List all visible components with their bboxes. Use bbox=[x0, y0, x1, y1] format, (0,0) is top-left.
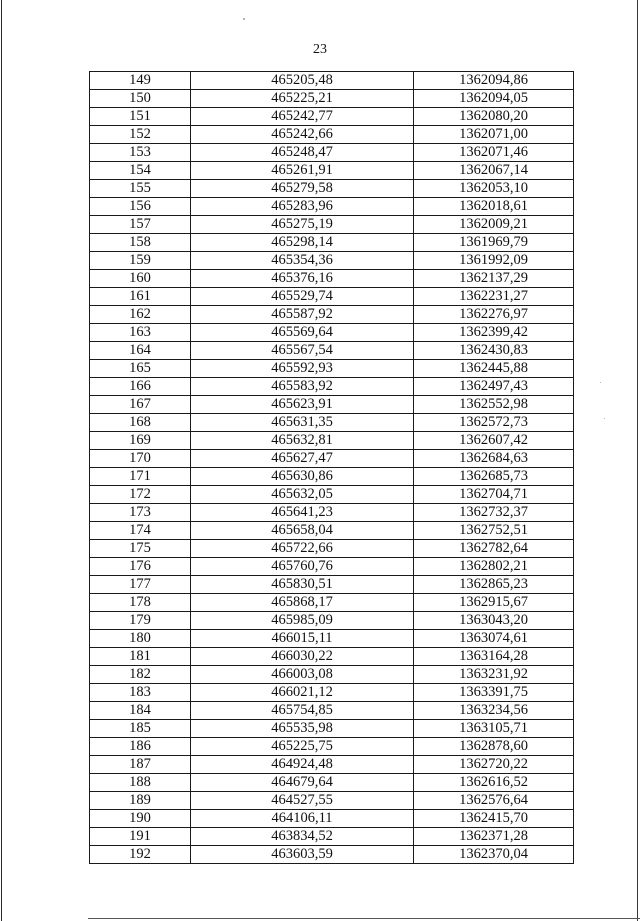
x-coordinate-cell: 464924,48 bbox=[191, 756, 414, 774]
table-row bbox=[90, 720, 574, 738]
x-coordinate-cell: 465279,58 bbox=[191, 180, 414, 198]
table-row bbox=[90, 540, 574, 558]
y-coordinate-cell: 1362071,00 bbox=[414, 126, 574, 144]
y-coordinate-cell: 1362572,73 bbox=[414, 414, 574, 432]
x-coordinate-cell: 465587,92 bbox=[191, 306, 414, 324]
point-number-cell: 158 bbox=[90, 234, 191, 252]
table-row bbox=[90, 252, 574, 270]
table-row bbox=[90, 792, 574, 810]
table-row bbox=[90, 648, 574, 666]
x-coordinate-cell: 465261,91 bbox=[191, 162, 414, 180]
x-coordinate-cell: 465630,86 bbox=[191, 468, 414, 486]
point-number-cell: 157 bbox=[90, 216, 191, 234]
x-coordinate-cell: 465283,96 bbox=[191, 198, 414, 216]
x-coordinate-cell: 465275,19 bbox=[191, 216, 414, 234]
table-row bbox=[90, 756, 574, 774]
x-coordinate-cell: 465583,92 bbox=[191, 378, 414, 396]
table-row bbox=[90, 828, 574, 846]
y-coordinate-cell: 1361969,79 bbox=[414, 234, 574, 252]
point-number-cell: 182 bbox=[90, 666, 191, 684]
x-coordinate-cell: 466030,22 bbox=[191, 648, 414, 666]
point-number-cell: 190 bbox=[90, 810, 191, 828]
table-row bbox=[90, 468, 574, 486]
table-row bbox=[90, 504, 574, 522]
point-number-cell: 163 bbox=[90, 324, 191, 342]
point-number-cell: 192 bbox=[90, 846, 191, 864]
y-coordinate-cell: 1362865,23 bbox=[414, 576, 574, 594]
table-row bbox=[90, 432, 574, 450]
table-row bbox=[90, 774, 574, 792]
page-bottom-edge bbox=[88, 918, 640, 919]
table-row bbox=[90, 738, 574, 756]
y-coordinate-cell: 1362399,42 bbox=[414, 324, 574, 342]
y-coordinate-cell: 1362430,83 bbox=[414, 342, 574, 360]
point-number-cell: 188 bbox=[90, 774, 191, 792]
y-coordinate-cell: 1362720,22 bbox=[414, 756, 574, 774]
x-coordinate-cell: 465658,04 bbox=[191, 522, 414, 540]
x-coordinate-cell: 466003,08 bbox=[191, 666, 414, 684]
x-coordinate-cell: 465248,47 bbox=[191, 144, 414, 162]
x-coordinate-cell: 466015,11 bbox=[191, 630, 414, 648]
x-coordinate-cell: 465376,16 bbox=[191, 270, 414, 288]
scan-speck bbox=[604, 418, 605, 419]
x-coordinate-cell: 463834,52 bbox=[191, 828, 414, 846]
point-number-cell: 152 bbox=[90, 126, 191, 144]
x-coordinate-cell: 465529,74 bbox=[191, 288, 414, 306]
y-coordinate-cell: 1363105,71 bbox=[414, 720, 574, 738]
table-row bbox=[90, 288, 574, 306]
table-row bbox=[90, 810, 574, 828]
point-number-cell: 172 bbox=[90, 486, 191, 504]
y-coordinate-cell: 1362370,04 bbox=[414, 846, 574, 864]
table-row bbox=[90, 684, 574, 702]
y-coordinate-cell: 1362094,86 bbox=[414, 72, 574, 90]
point-number-cell: 181 bbox=[90, 648, 191, 666]
table-row bbox=[90, 270, 574, 288]
table-row bbox=[90, 414, 574, 432]
y-coordinate-cell: 1362071,46 bbox=[414, 144, 574, 162]
table-row bbox=[90, 198, 574, 216]
y-coordinate-cell: 1362552,98 bbox=[414, 396, 574, 414]
y-coordinate-cell: 1362802,21 bbox=[414, 558, 574, 576]
point-number-cell: 184 bbox=[90, 702, 191, 720]
y-coordinate-cell: 1363231,92 bbox=[414, 666, 574, 684]
table-row bbox=[90, 594, 574, 612]
table-row bbox=[90, 378, 574, 396]
table-row bbox=[90, 108, 574, 126]
y-coordinate-cell: 1362576,64 bbox=[414, 792, 574, 810]
table-row bbox=[90, 846, 574, 864]
scan-speck bbox=[600, 382, 601, 383]
y-coordinate-cell: 1362276,97 bbox=[414, 306, 574, 324]
point-number-cell: 177 bbox=[90, 576, 191, 594]
coordinates-table bbox=[89, 71, 574, 864]
x-coordinate-cell: 465225,21 bbox=[191, 90, 414, 108]
point-number-cell: 176 bbox=[90, 558, 191, 576]
y-coordinate-cell: 1363074,61 bbox=[414, 630, 574, 648]
y-coordinate-cell: 1362067,14 bbox=[414, 162, 574, 180]
y-coordinate-cell: 1361992,09 bbox=[414, 252, 574, 270]
y-coordinate-cell: 1362915,67 bbox=[414, 594, 574, 612]
y-coordinate-cell: 1362009,21 bbox=[414, 216, 574, 234]
y-coordinate-cell: 1362704,71 bbox=[414, 486, 574, 504]
y-coordinate-cell: 1363234,56 bbox=[414, 702, 574, 720]
point-number-cell: 166 bbox=[90, 378, 191, 396]
table-row bbox=[90, 666, 574, 684]
y-coordinate-cell: 1362607,42 bbox=[414, 432, 574, 450]
table-row bbox=[90, 396, 574, 414]
x-coordinate-cell: 465760,76 bbox=[191, 558, 414, 576]
x-coordinate-cell: 465830,51 bbox=[191, 576, 414, 594]
table-row bbox=[90, 360, 574, 378]
point-number-cell: 155 bbox=[90, 180, 191, 198]
point-number-cell: 150 bbox=[90, 90, 191, 108]
point-number-cell: 156 bbox=[90, 198, 191, 216]
y-coordinate-cell: 1362497,43 bbox=[414, 378, 574, 396]
x-coordinate-cell: 464527,55 bbox=[191, 792, 414, 810]
table-row bbox=[90, 216, 574, 234]
point-number-cell: 162 bbox=[90, 306, 191, 324]
x-coordinate-cell: 465535,98 bbox=[191, 720, 414, 738]
point-number-cell: 169 bbox=[90, 432, 191, 450]
x-coordinate-cell: 465354,36 bbox=[191, 252, 414, 270]
table-row bbox=[90, 702, 574, 720]
x-coordinate-cell: 465225,75 bbox=[191, 738, 414, 756]
point-number-cell: 167 bbox=[90, 396, 191, 414]
point-number-cell: 178 bbox=[90, 594, 191, 612]
point-number-cell: 153 bbox=[90, 144, 191, 162]
table-row bbox=[90, 180, 574, 198]
y-coordinate-cell: 1362080,20 bbox=[414, 108, 574, 126]
point-number-cell: 171 bbox=[90, 468, 191, 486]
point-number-cell: 179 bbox=[90, 612, 191, 630]
scan-speck bbox=[243, 18, 245, 20]
point-number-cell: 168 bbox=[90, 414, 191, 432]
point-number-cell: 186 bbox=[90, 738, 191, 756]
point-number-cell: 159 bbox=[90, 252, 191, 270]
point-number-cell: 183 bbox=[90, 684, 191, 702]
table-row bbox=[90, 126, 574, 144]
point-number-cell: 180 bbox=[90, 630, 191, 648]
y-coordinate-cell: 1362053,10 bbox=[414, 180, 574, 198]
page-number: 23 bbox=[313, 42, 327, 57]
x-coordinate-cell: 465631,35 bbox=[191, 414, 414, 432]
y-coordinate-cell: 1362415,70 bbox=[414, 810, 574, 828]
table-row bbox=[90, 450, 574, 468]
table-row bbox=[90, 144, 574, 162]
table-row bbox=[90, 486, 574, 504]
x-coordinate-cell: 466021,12 bbox=[191, 684, 414, 702]
table-row bbox=[90, 324, 574, 342]
x-coordinate-cell: 465641,23 bbox=[191, 504, 414, 522]
x-coordinate-cell: 465569,64 bbox=[191, 324, 414, 342]
point-number-cell: 165 bbox=[90, 360, 191, 378]
point-number-cell: 191 bbox=[90, 828, 191, 846]
page-edge-right bbox=[637, 0, 638, 921]
y-coordinate-cell: 1362752,51 bbox=[414, 522, 574, 540]
x-coordinate-cell: 465632,05 bbox=[191, 486, 414, 504]
y-coordinate-cell: 1363391,75 bbox=[414, 684, 574, 702]
y-coordinate-cell: 1362782,64 bbox=[414, 540, 574, 558]
point-number-cell: 174 bbox=[90, 522, 191, 540]
x-coordinate-cell: 465868,17 bbox=[191, 594, 414, 612]
y-coordinate-cell: 1362371,28 bbox=[414, 828, 574, 846]
y-coordinate-cell: 1362231,27 bbox=[414, 288, 574, 306]
y-coordinate-cell: 1362137,29 bbox=[414, 270, 574, 288]
table-row bbox=[90, 576, 574, 594]
point-number-cell: 185 bbox=[90, 720, 191, 738]
x-coordinate-cell: 464106,11 bbox=[191, 810, 414, 828]
point-number-cell: 161 bbox=[90, 288, 191, 306]
table-row bbox=[90, 90, 574, 108]
table-row bbox=[90, 630, 574, 648]
x-coordinate-cell: 465627,47 bbox=[191, 450, 414, 468]
y-coordinate-cell: 1362732,37 bbox=[414, 504, 574, 522]
x-coordinate-cell: 465722,66 bbox=[191, 540, 414, 558]
table-row bbox=[90, 306, 574, 324]
point-number-cell: 149 bbox=[90, 72, 191, 90]
x-coordinate-cell: 465242,66 bbox=[191, 126, 414, 144]
y-coordinate-cell: 1362445,88 bbox=[414, 360, 574, 378]
table-row bbox=[90, 234, 574, 252]
x-coordinate-cell: 465623,91 bbox=[191, 396, 414, 414]
x-coordinate-cell: 465985,09 bbox=[191, 612, 414, 630]
x-coordinate-cell: 465567,54 bbox=[191, 342, 414, 360]
point-number-cell: 154 bbox=[90, 162, 191, 180]
x-coordinate-cell: 465242,77 bbox=[191, 108, 414, 126]
page-edge-left bbox=[1, 0, 2, 921]
x-coordinate-cell: 465632,81 bbox=[191, 432, 414, 450]
coordinates-table-body bbox=[90, 72, 574, 864]
point-number-cell: 189 bbox=[90, 792, 191, 810]
y-coordinate-cell: 1362878,60 bbox=[414, 738, 574, 756]
table-row bbox=[90, 558, 574, 576]
x-coordinate-cell: 464679,64 bbox=[191, 774, 414, 792]
y-coordinate-cell: 1363043,20 bbox=[414, 612, 574, 630]
point-number-cell: 173 bbox=[90, 504, 191, 522]
y-coordinate-cell: 1362684,63 bbox=[414, 450, 574, 468]
table-row bbox=[90, 522, 574, 540]
point-number-cell: 175 bbox=[90, 540, 191, 558]
x-coordinate-cell: 465754,85 bbox=[191, 702, 414, 720]
x-coordinate-cell: 465592,93 bbox=[191, 360, 414, 378]
point-number-cell: 170 bbox=[90, 450, 191, 468]
table-row bbox=[90, 612, 574, 630]
table-row bbox=[90, 162, 574, 180]
table-row bbox=[90, 342, 574, 360]
y-coordinate-cell: 1362685,73 bbox=[414, 468, 574, 486]
x-coordinate-cell: 463603,59 bbox=[191, 846, 414, 864]
y-coordinate-cell: 1362094,05 bbox=[414, 90, 574, 108]
x-coordinate-cell: 465298,14 bbox=[191, 234, 414, 252]
y-coordinate-cell: 1362616,52 bbox=[414, 774, 574, 792]
point-number-cell: 160 bbox=[90, 270, 191, 288]
y-coordinate-cell: 1362018,61 bbox=[414, 198, 574, 216]
x-coordinate-cell: 465205,48 bbox=[191, 72, 414, 90]
point-number-cell: 164 bbox=[90, 342, 191, 360]
y-coordinate-cell: 1363164,28 bbox=[414, 648, 574, 666]
point-number-cell: 151 bbox=[90, 108, 191, 126]
table-row bbox=[90, 72, 574, 90]
point-number-cell: 187 bbox=[90, 756, 191, 774]
